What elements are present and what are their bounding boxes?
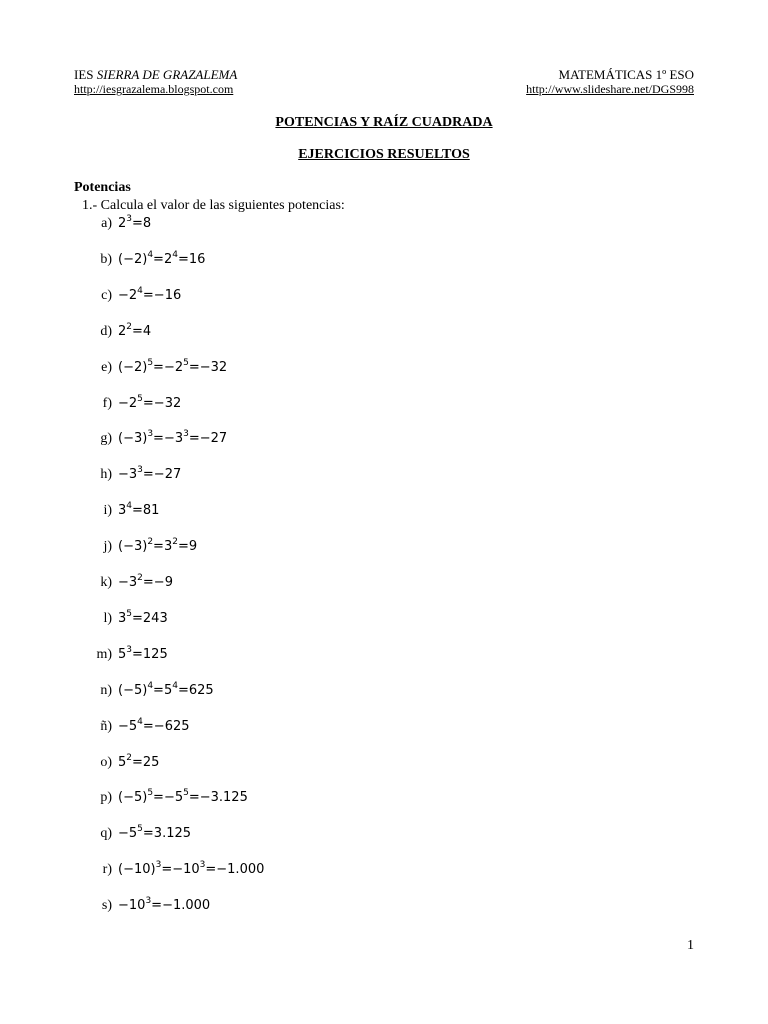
exponent: 5 [183,357,189,368]
exercise-label: l) [103,610,112,626]
exponent: 2 [147,537,154,548]
exercise-expression [118,823,191,845]
school-prefix: IES [74,67,94,82]
slides-url-link[interactable]: http://www.slideshare.net/DGS998 [526,82,694,96]
expression-part: 3 [118,503,127,519]
expression-part: 2 [118,323,127,339]
exercise-expression [118,321,151,343]
expression-part: (−10) [118,862,156,878]
school-url-link[interactable]: http://iesgrazalema.blogspot.com [74,82,234,96]
expression-part: =4 [132,323,152,339]
exercise-label: r) [102,862,112,878]
exponent: 5 [147,788,154,799]
exponent: 3 [155,860,162,871]
expression-part: =125 [132,646,168,662]
exercise-expression [118,608,168,630]
exponent: 4 [147,680,154,691]
expression-part: =−32 [142,395,182,411]
expression-part: =−5 [153,790,184,806]
exercise-label: h) [100,467,112,483]
expression-part: =5 [153,682,173,698]
exercise-label: k) [100,575,112,590]
exponent: 5 [137,393,143,404]
exponent: 4 [147,249,154,260]
exercise-label: f) [102,395,112,411]
exponent: 3 [183,429,189,440]
exponent: 3 [147,429,154,440]
exercise-label: n) [100,682,112,698]
section-heading: Potencias [74,180,131,195]
exponent: 5 [126,608,133,619]
exponent: 5 [137,824,143,835]
exponent: 3 [126,214,133,224]
exercise-expression [118,644,168,666]
expression-part: =2 [153,251,173,267]
expression-part: −10 [118,898,146,914]
exercise-label: j) [103,539,112,555]
document-title: POTENCIAS Y RAÍZ CUADRADA [275,115,493,130]
expression-part: =81 [132,503,160,519]
exercise-expression [118,752,159,774]
exercise-expression [118,536,197,558]
expression-part: −5 [118,826,138,842]
exponent: 5 [183,788,189,799]
expression-part: =9 [177,539,198,555]
expression-part: =625 [177,682,214,698]
expression-part: (−3) [118,431,148,447]
exponent: 4 [137,285,143,296]
expression-part: 5 [118,754,127,770]
exercise-expression [118,859,264,881]
header-course: MATEMÁTICAS 1º ESO [558,67,694,82]
expression-part: =−2 [153,359,184,375]
expression-part: −2 [118,395,138,411]
expression-part: (−5) [118,790,148,806]
header-slides-url-wrap [526,82,694,97]
expression-part: =−9 [142,575,173,590]
exercise-expression [118,895,210,917]
exercise-expression [118,680,214,702]
expression-part: =3 [153,539,173,555]
exercise-expression [118,572,173,594]
expression-part: =−625 [142,718,190,734]
exponent: 2 [126,321,133,332]
exponent: 3 [126,644,133,655]
exercise-label: p) [100,790,112,806]
exercise-expression [118,500,159,522]
expression-part: (−2) [118,251,148,267]
expression-part: =243 [132,610,168,626]
expression-part: −3 [118,575,138,590]
expression-part: =25 [132,754,160,770]
page-number: 1 [687,938,694,953]
exercise-expression [118,716,190,738]
expression-part: (−5) [118,682,148,698]
expression-part: =−27 [188,431,228,447]
expression-part: (−3) [118,539,148,555]
exercise-label: q) [100,826,112,842]
exercise-expression [118,357,227,379]
exponent: 4 [137,716,143,727]
expression-part: =−10 [161,862,200,878]
expression-part: =3.125 [142,826,192,842]
exercise-expression [118,285,181,307]
exponent: 2 [126,752,133,763]
exercise-label: d) [100,323,112,339]
document-subtitle: EJERCICIOS RESUELTOS [298,147,470,162]
exercise-label: g) [100,431,112,447]
expression-part: =16 [177,251,206,267]
expression-part: =−3.125 [188,790,248,806]
exercise-label: c) [101,287,112,303]
expression-part: =−3 [153,431,184,447]
header-school-url-wrap [74,82,233,97]
exercise-expression [118,428,227,450]
exponent: 4 [172,249,178,260]
expression-part: =−16 [142,287,182,303]
exponent: 4 [126,501,133,512]
exercise-expression [118,393,181,415]
expression-part: (−2) [118,359,148,375]
expression-part: −5 [118,718,138,734]
exercise-expression [118,213,151,235]
exercise-label: i) [103,503,112,519]
expression-part: =−32 [188,359,228,375]
exercise-label: s) [101,898,112,914]
exponent: 3 [199,860,206,871]
exponent: 3 [137,465,143,476]
exercise-expression [118,249,205,271]
expression-part: =−1.000 [151,898,211,914]
exercise-label: o) [100,754,112,770]
exponent: 2 [137,573,143,583]
expression-part: 5 [118,646,127,662]
exercise-label: a) [101,216,112,231]
exponent: 3 [145,896,152,907]
header-school [74,67,237,82]
exponent: 5 [147,357,154,368]
expression-part: 3 [118,610,127,626]
exercise-expression [118,787,248,809]
expression-part: =8 [132,216,152,231]
exercise-label: m) [96,646,112,662]
question-text: 1.- Calcula el valor de las siguientes potencias: [82,198,345,213]
expression-part: 2 [118,216,127,231]
expression-part: −3 [118,467,138,483]
expression-part: =−27 [142,467,182,483]
expression-part: =−1.000 [205,862,265,878]
expression-part: −2 [118,287,138,303]
exponent: 4 [172,680,178,691]
exercise-label: ñ) [100,718,112,734]
exercise-label: e) [101,359,112,375]
exponent: 2 [172,537,178,548]
exercise-label: b) [100,251,112,267]
exercise-expression [118,464,181,486]
school-name: SIERRA DE GRAZALEMA [96,67,238,82]
